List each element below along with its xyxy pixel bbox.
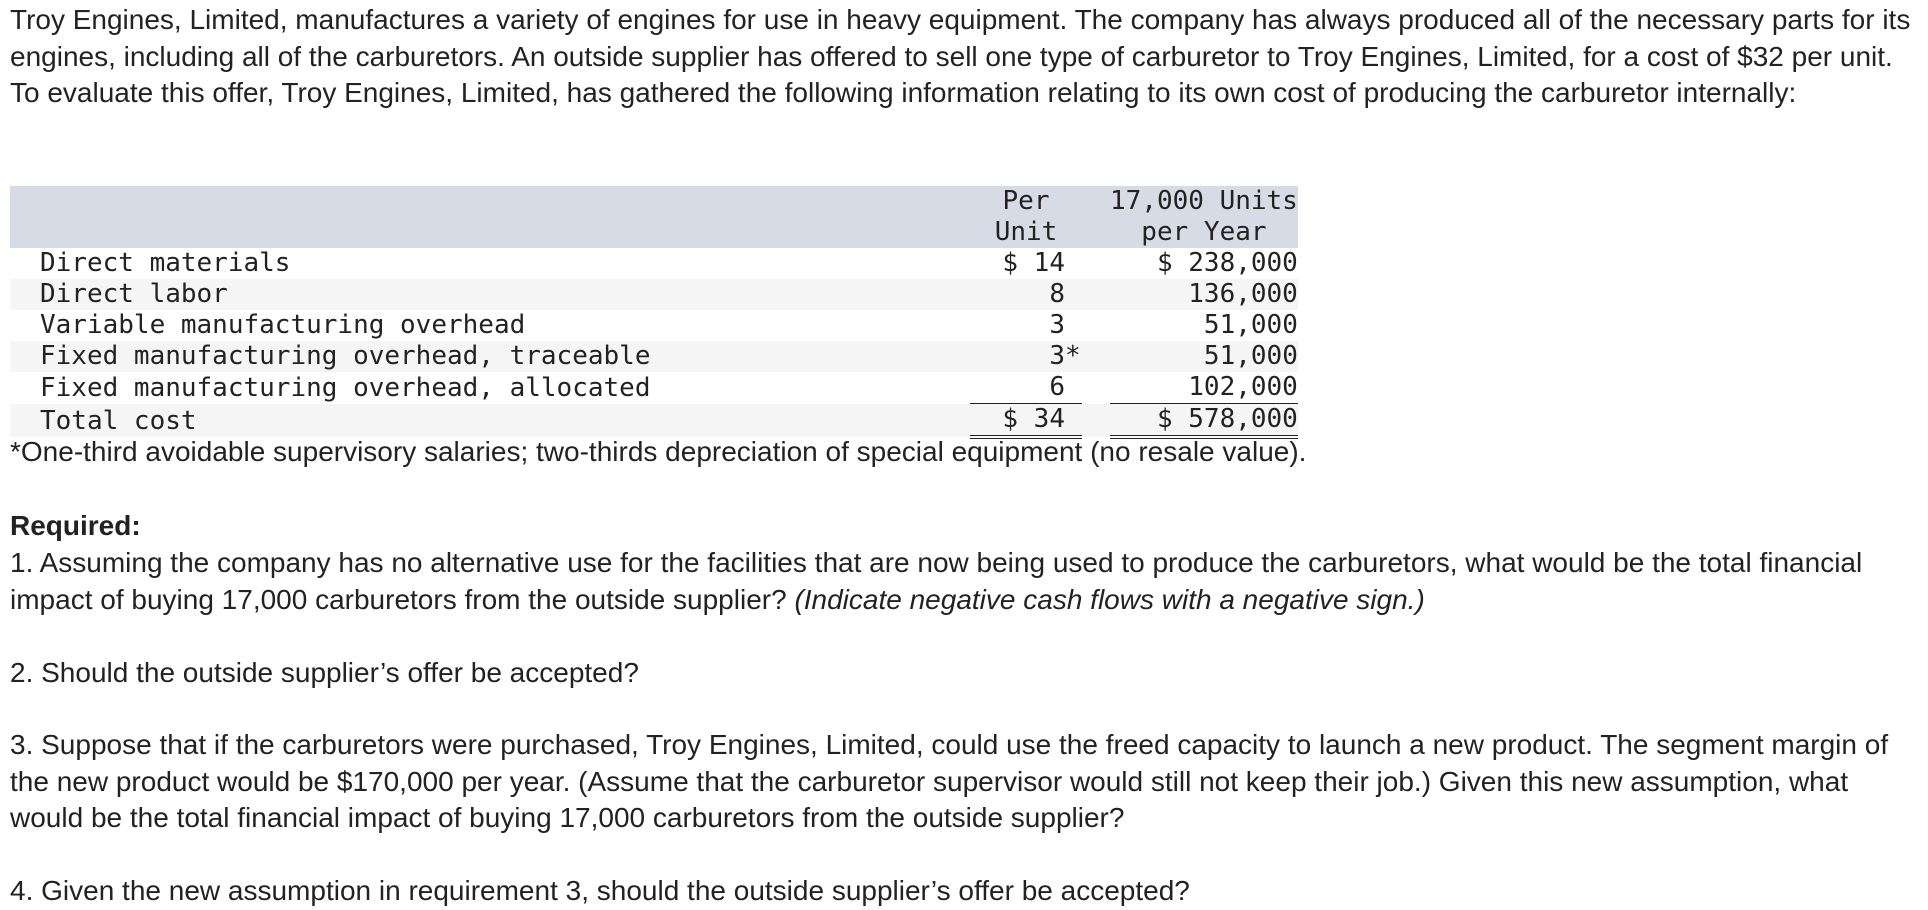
total-per-unit: $ 34 xyxy=(1002,404,1065,434)
header-per-year-line1: 17,000 Units xyxy=(1110,186,1298,216)
footnote: *One-third avoidable supervisory salaries; two-thirds depreciation of special equipment (no resale value). xyxy=(10,436,1307,467)
table-row xyxy=(10,372,1298,404)
table-row xyxy=(10,279,1298,310)
row-per-year: 51,000 xyxy=(1110,341,1298,372)
table-header-row-2 xyxy=(10,217,1298,248)
question-3: 3. Suppose that if the carburetors were purchased, Troy Engines, Limited, could use the freed capacity to launch a new product. The segment margin of the new product would be $170,000 per year. (Assume that the carburetor supervisor would still not keep their job.) Given this new assumption, what would be the total financial impact of buying 17,000 carburetors from the outside supplier? xyxy=(10,729,1889,833)
row-per-year: 51,000 xyxy=(1203,310,1298,340)
row-label: Variable manufacturing overhead xyxy=(40,310,526,340)
row-per-unit: 8 xyxy=(1049,279,1065,309)
header-per-unit xyxy=(970,186,1082,217)
header-per-year-line2: per Year xyxy=(1141,217,1267,247)
row-per-unit: 3 xyxy=(1049,310,1065,340)
total-per-year: $ 578,000 xyxy=(1110,404,1298,438)
table-header-row xyxy=(10,186,1298,217)
row-label: Direct labor xyxy=(10,279,970,310)
row-per-unit: 6 xyxy=(1049,372,1065,402)
header-per-unit-line1: Per xyxy=(1002,186,1050,216)
required-heading: Required: xyxy=(10,510,141,541)
row-per-year: 136,000 xyxy=(1110,279,1298,310)
total-label: Total cost xyxy=(10,404,970,438)
row-per-year: 102,000 xyxy=(1188,372,1298,402)
header-label-cell xyxy=(10,186,970,217)
table-total-row xyxy=(10,404,1298,438)
question-2: 2. Should the outside supplier’s offer be accepted? xyxy=(10,657,639,688)
header-per-year xyxy=(1110,186,1298,217)
intro-paragraph: Troy Engines, Limited, manufactures a variety of engines for use in heavy equipment. The company has always produced all of the necessary parts for its engines, including all of the carburetors. An outside supplier has offered to sell one type of carburetor to Troy Engines, Limited, for a cost of $32 per unit. To evaluate this offer, Troy Engines, Limited, has gathered the following information relating to its own cost of producing the carburetor internally: xyxy=(10,4,1911,108)
question-1-note: (Indicate negative cash flows with a negative sign.) xyxy=(794,583,1425,615)
footnote-marker: * xyxy=(1065,341,1081,371)
table-row xyxy=(10,310,1298,341)
table-row xyxy=(10,341,1298,372)
question-4: 4. Given the new assumption in requirement 3, should the outside supplier’s offer be accepted? xyxy=(10,875,1190,906)
row-per-year: $ 238,000 xyxy=(1156,248,1298,278)
question-1-text: 1. Assuming the company has no alternative use for the facilities that are now being used to produce the carburetors, what would be the total financial impact of buying 17,000 carburetors from the outside supplier? xyxy=(10,547,1863,615)
header-per-unit-line2: Unit xyxy=(994,217,1058,247)
row-label: Direct materials xyxy=(40,248,291,278)
row-label: Fixed manufacturing overhead, allocated xyxy=(40,372,651,403)
question-1 xyxy=(10,545,1915,618)
table-row xyxy=(10,248,1298,279)
row-per-unit: 3 xyxy=(1049,341,1065,371)
row-label: Fixed manufacturing overhead, traceable xyxy=(10,341,970,372)
cost-table xyxy=(10,186,1298,439)
row-per-unit: $ 14 xyxy=(1002,248,1065,278)
